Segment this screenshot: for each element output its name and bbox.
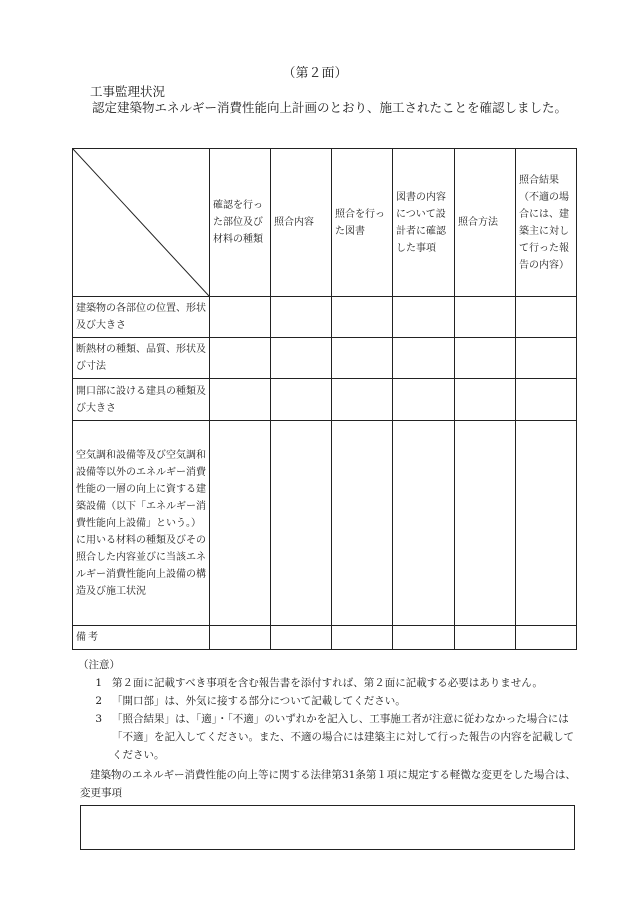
entry-cell[interactable]: [332, 626, 393, 650]
remarks-row: [73, 626, 577, 650]
column-header: 照合結果（不適の場合には、建築主に対して行った報告の内容）: [516, 149, 577, 297]
notes-header: （注意）: [78, 659, 120, 671]
entry-cell[interactable]: [393, 297, 455, 338]
table-row: [73, 421, 577, 626]
diagonal-corner-cell: [73, 149, 210, 297]
entry-cell[interactable]: [332, 338, 393, 379]
note-text: 「開口部」は、外気に接する部分について記載してください。: [112, 695, 406, 707]
row-label: 断熱材の種類、品質、形状及び寸法: [73, 338, 210, 379]
entry-cell[interactable]: [332, 297, 393, 338]
entry-cell[interactable]: [393, 421, 455, 626]
table-row: [73, 379, 577, 421]
entry-cell[interactable]: [332, 379, 393, 421]
entry-cell[interactable]: [332, 421, 393, 626]
entry-cell[interactable]: [210, 338, 271, 379]
note-text: 「照合結果」は、「適」・「不適」のいずれかを記入し、工事施工者が注意に従わなかった場合には「不適」を記入してください。また、不適の場合には建築主に対して行った報告の内容を記載してください。: [112, 713, 574, 761]
entry-cell[interactable]: [516, 379, 577, 421]
entry-cell[interactable]: [271, 421, 332, 626]
page-number: （第２面）: [282, 66, 348, 81]
entry-cell[interactable]: [393, 626, 455, 650]
entry-cell[interactable]: [393, 338, 455, 379]
entry-cell[interactable]: [271, 626, 332, 650]
entry-cell[interactable]: [271, 338, 332, 379]
table-header-row: [73, 149, 577, 297]
entry-cell[interactable]: [455, 297, 516, 338]
column-header: 図書の内容について設計者に確認した事項: [393, 149, 455, 297]
minor-change-note: 建築物のエネルギー消費性能の向上等に関する法律第31条第１項に規定する軽微な変更をした場合は、変更事項: [80, 769, 576, 799]
row-label: 建築物の各部位の位置、形状及び大きさ: [73, 297, 210, 338]
entry-cell[interactable]: [210, 297, 271, 338]
row-label: 空気調和設備等及び空気調和設備等以外のエネルギー消費性能の一層の向上に資する建築設備（以下「エネルギー消費性能向上設備」という。）に用いる材料の種類及びその照合した内容並びに当該エネルギー消費性能向上設備の構造及び施工状況: [73, 421, 210, 626]
entry-cell[interactable]: [210, 379, 271, 421]
column-header: 照合方法: [455, 149, 516, 297]
entry-cell[interactable]: [516, 626, 577, 650]
section-title: 工事監理状況: [90, 84, 166, 99]
remarks-label: 備考: [73, 626, 210, 650]
column-header: 照合内容: [271, 149, 332, 297]
notes-section: [76, 656, 576, 764]
entry-cell[interactable]: [271, 379, 332, 421]
table-row: [73, 338, 577, 379]
entry-cell[interactable]: [455, 338, 516, 379]
entry-cell[interactable]: [393, 379, 455, 421]
row-label: 開口部に設ける建具の種類及び大きさ: [73, 379, 210, 421]
intro-statement: 認定建築物エネルギー消費性能向上計画のとおり、施工されたことを確認しました。: [92, 100, 568, 115]
entry-cell[interactable]: [516, 297, 577, 338]
note-number: 1: [95, 677, 102, 689]
entry-cell[interactable]: [516, 421, 577, 626]
entry-cell[interactable]: [271, 297, 332, 338]
supervision-status-table: [72, 148, 577, 650]
table-row: [73, 297, 577, 338]
entry-cell[interactable]: [210, 626, 271, 650]
column-header: 確認を行った部位及び材料の種類: [210, 149, 271, 297]
change-details-box[interactable]: [80, 805, 575, 850]
note-item: [76, 674, 576, 692]
note-text: 第２面に記載すべき事項を含む報告書を添付すれば、第２面に記載する必要はありません。: [112, 677, 543, 689]
note-number: 3: [95, 713, 102, 725]
note-item: [76, 692, 576, 710]
entry-cell[interactable]: [455, 421, 516, 626]
note-item: [76, 710, 576, 764]
entry-cell[interactable]: [516, 338, 577, 379]
column-header: 照合を行った図書: [332, 149, 393, 297]
entry-cell[interactable]: [455, 626, 516, 650]
diagonal-line: [73, 149, 209, 296]
note-number: 2: [95, 695, 102, 707]
entry-cell[interactable]: [455, 379, 516, 421]
entry-cell[interactable]: [210, 421, 271, 626]
